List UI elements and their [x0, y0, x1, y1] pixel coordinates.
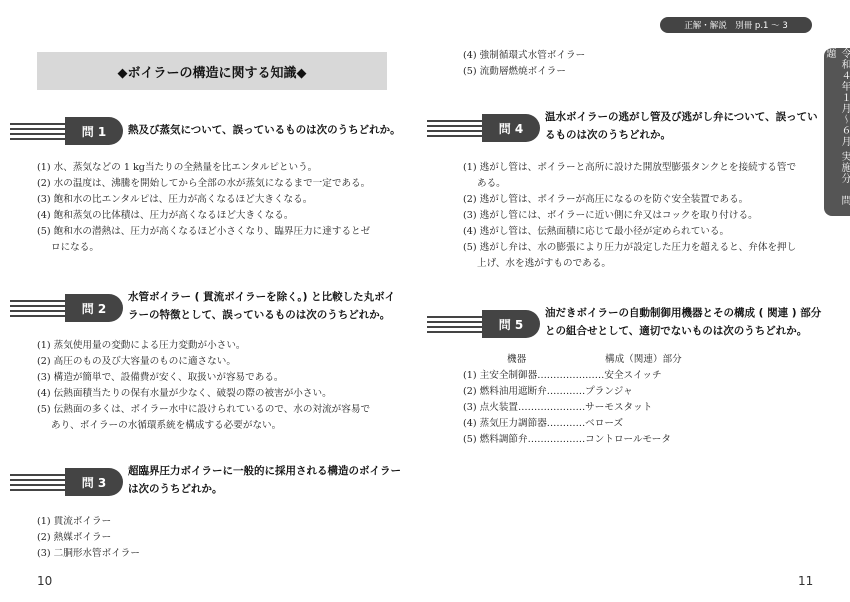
question-3-choices-part1	[37, 514, 140, 562]
page-number-right: 11	[798, 574, 814, 588]
question-1-text: 熱及び蒸気について、誤っているものは次のうちどれか。	[128, 124, 401, 136]
question-3-choices-part2	[463, 48, 585, 80]
choice: (5) 流動層燃焼ボイラー	[463, 66, 566, 77]
question-5-header	[427, 304, 822, 344]
choice: (5) 燃料調節弁………………コントロールモータ	[463, 434, 671, 445]
choice: (3) 飽和水の比エンタルピは、圧力が高くなるほど大きくなる。	[37, 194, 313, 205]
question-5-badge: 問 5	[482, 310, 540, 338]
question-3-header	[10, 462, 420, 502]
question-4-text: 温水ボイラーの逃がし管及び逃がし弁について、誤ってい るものは次のうちどれか。	[545, 111, 818, 141]
question-5-table	[463, 352, 682, 448]
table-header-device: 機器	[507, 354, 527, 365]
choice: (2) 水の温度は、沸騰を開始してから全部の水が蒸気になるまで一定である。	[37, 178, 371, 189]
choice: (2) 高圧のもの及び大容量のものに適さない。	[37, 356, 236, 367]
choice-continuation: ロになる。	[51, 242, 99, 253]
choice: (1) 主安全制御器…………………安全スイッチ	[463, 370, 662, 381]
choice-continuation: 上げ、水を逃がすものである。	[477, 258, 611, 269]
question-2-choices	[37, 338, 370, 434]
choice: (1) 貫流ボイラー	[37, 516, 112, 527]
choice: (4) 強制循環式水管ボイラー	[463, 50, 586, 61]
choice: (1) 水、蒸気などの 1 kg当たりの全熱量を比エンタルピという。	[37, 162, 318, 173]
answer-reference-tab: 正解・解説 別冊 p.1 ～ 3	[660, 17, 812, 33]
choice: (3) 二胴形水管ボイラー	[37, 548, 140, 559]
choice: (4) 伝熱面積当たりの保有水量が少なく、破裂の際の被害が小さい。	[37, 388, 332, 399]
table-header-part: 構成（関連）部分	[605, 354, 682, 365]
choice: (3) 構造が簡単で、設備費が安く、取扱いが容易である。	[37, 372, 284, 383]
choice: (1) 逃がし管は、ボイラーと高所に設けた開放型膨張タンクとを接続する管で	[463, 162, 797, 173]
choice: (5) 伝熱面の多くは、ボイラー水中に設けられているので、水の対流が容易で	[37, 404, 371, 415]
choice: (5) 逃がし弁は、水の膨張により圧力が設定した圧力を超えると、弁体を押し	[463, 242, 797, 253]
question-5-text: 油だきボイラーの自動制御用機器とその構成 ( 関連 ) 部分 との組合せとして、適切でないものは次のうちどれか。	[545, 307, 822, 337]
page-number-left: 10	[37, 574, 53, 588]
question-1-choices	[37, 160, 370, 256]
choice: (3) 点火装置…………………サーモスタット	[463, 402, 653, 413]
choice-continuation: ある。	[477, 178, 506, 189]
choice: (1) 蒸気使用量の変動による圧力変動が小さい。	[37, 340, 246, 351]
choice-continuation: あり、ボイラーの水循環系統を構成する必要がない。	[51, 420, 282, 431]
right-page	[425, 0, 850, 602]
choice: (2) 熱媒ボイラー	[37, 532, 112, 543]
table-header	[463, 352, 682, 368]
choice: (2) 燃料油用遮断弁…………プランジャ	[463, 386, 633, 397]
question-1-badge: 問 1	[65, 117, 123, 145]
question-3-text: 超臨界圧力ボイラーに一般的に採用される構造のボイラー は次のうちどれか。	[128, 465, 401, 495]
question-4-badge: 問 4	[482, 114, 540, 142]
choice: (4) 蒸気圧力調節器…………ベローズ	[463, 418, 624, 429]
question-4-header	[427, 108, 822, 148]
question-2-header	[10, 288, 420, 328]
choice: (5) 飽和水の潜熱は、圧力が高くなるほど小さくなり、臨界圧力に達するとゼ	[37, 226, 371, 237]
choice: (3) 逃がし管には、ボイラーに近い側に弁又はコックを取り付ける。	[463, 210, 758, 221]
choice: (4) 逃がし管は、伝熱面積に応じて最小径が定められている。	[463, 226, 730, 237]
question-2-text: 水管ボイラー ( 貫流ボイラーを除く。) と比較した丸ボイ ラーの特徴として、誤っているものは次のうちどれか。	[128, 291, 396, 321]
question-3-badge: 問 3	[65, 468, 123, 496]
exam-period-side-tab: 令和４年１月～６月 実施分 問題	[824, 48, 850, 216]
choice: (4) 飽和蒸気の比体積は、圧力が高くなるほど大きくなる。	[37, 210, 294, 221]
question-2-badge: 問 2	[65, 294, 123, 322]
choice: (2) 逃がし管は、ボイラーが高圧になるのを防ぐ安全装置である。	[463, 194, 749, 205]
section-title: ◆ボイラーの構造に関する知識◆	[37, 52, 387, 90]
question-4-choices	[463, 160, 796, 272]
question-1-header	[10, 117, 420, 147]
